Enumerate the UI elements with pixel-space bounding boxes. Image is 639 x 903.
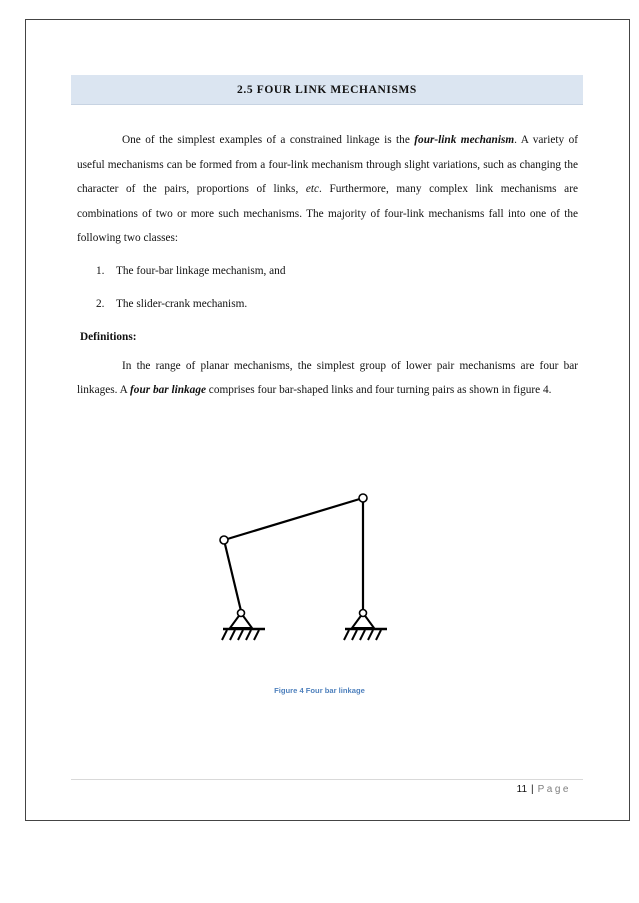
- section-heading: [71, 75, 583, 105]
- intro-text-3: . Furthermore, many complex link mechanisms are combinations of two or more such mechanisms. The majority of four-link mechanisms fall into one of the following two classes:: [77, 183, 578, 245]
- joint-crank-coupler: [220, 536, 228, 544]
- list-item: [77, 259, 578, 283]
- joint-left-ground: [238, 610, 245, 617]
- body-content: [77, 128, 578, 403]
- list-item-number: 2.: [96, 297, 105, 310]
- figure-caption: Figure 4 Four bar linkage: [274, 686, 365, 695]
- intro-text-2: . A variety of useful mechanisms can be formed from a four-link mechanism through slight variations, such as changing the character of the pairs, proportions of links,: [77, 134, 578, 196]
- list-item: [77, 292, 578, 316]
- definition-text-2: comprises four bar-shaped links and four turning pairs as shown in figure 4.: [205, 384, 552, 397]
- footer-separator: |: [531, 784, 534, 795]
- crank-link: [224, 540, 241, 611]
- definition-text-1: In the range of planar mechanisms, the simplest group of lower pair mechanisms are four bar linkages. A: [77, 359, 578, 397]
- joint-coupler-rocker: [359, 494, 367, 502]
- intro-emphasis-four-link: four-link mechanism: [414, 134, 515, 146]
- page-number: 11: [516, 784, 528, 795]
- mechanism-class-list: [77, 259, 578, 316]
- four-bar-linkage-figure: [203, 478, 403, 653]
- definition-emphasis-four-bar: four bar linkage: [130, 384, 206, 397]
- section-title: 2.5 FOUR LINK MECHANISMS: [237, 83, 417, 96]
- page-word: Page: [537, 784, 571, 795]
- joint-right-ground: [360, 610, 367, 617]
- intro-text-1: One of the simplest examples of a constrained linkage is the: [122, 134, 415, 146]
- right-ground-support: [344, 613, 387, 640]
- list-item-number: 1.: [96, 264, 105, 277]
- definitions-paragraph: [77, 354, 578, 403]
- intro-emphasis-etc: etc: [305, 183, 320, 196]
- list-item-text: The four-bar linkage mechanism, and: [116, 264, 286, 277]
- intro-paragraph: [77, 128, 578, 251]
- page-footer: [517, 784, 571, 795]
- left-ground-support: [222, 613, 265, 640]
- list-item-text: The slider-crank mechanism.: [116, 297, 248, 310]
- footer-divider: [71, 779, 583, 780]
- definitions-heading: Definitions:: [80, 330, 137, 343]
- coupler-link: [224, 498, 363, 540]
